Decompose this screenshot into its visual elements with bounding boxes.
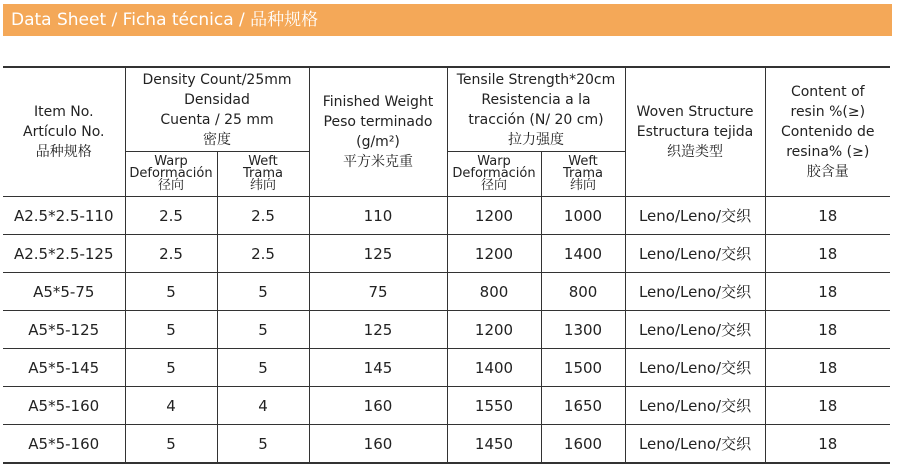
item-no-cell: A5*5-160 <box>3 387 125 425</box>
tensile-weft-cell: 1500 <box>541 349 625 387</box>
woven-structure-cell: Leno/Leno/交织 <box>625 387 765 425</box>
density-weft-cell: 4 <box>217 387 309 425</box>
weight-cell: 145 <box>309 349 447 387</box>
density-weft-cell: 2.5 <box>217 197 309 235</box>
tensile-warp-cell: 1550 <box>447 387 541 425</box>
table-row <box>3 311 890 349</box>
density-header: Density Count/25mm Densidad Cuenta / 25 mm 密度 <box>125 67 309 152</box>
weight-cell: 110 <box>309 197 447 235</box>
tensile-weft-cell: 1650 <box>541 387 625 425</box>
item-no-cell: A5*5-125 <box>3 311 125 349</box>
table-row <box>3 197 890 235</box>
table-row <box>3 425 890 464</box>
density-weft-cell: 5 <box>217 425 309 464</box>
tensile-weft-cell: 1400 <box>541 235 625 273</box>
density-warp-cell: 5 <box>125 273 217 311</box>
table-row <box>3 273 890 311</box>
density-warp-cell: 4 <box>125 387 217 425</box>
density-warp-header: Warp Deformación 径向 <box>125 152 217 197</box>
resin-content-cell: 18 <box>765 273 890 311</box>
density-weft-cell: 5 <box>217 311 309 349</box>
table-row <box>3 349 890 387</box>
table-row <box>3 235 890 273</box>
page-title-banner <box>3 4 892 36</box>
tensile-weft-cell: 800 <box>541 273 625 311</box>
woven-structure-cell: Leno/Leno/交织 <box>625 273 765 311</box>
tensile-warp-cell: 1400 <box>447 349 541 387</box>
density-weft-cell: 2.5 <box>217 235 309 273</box>
table-body <box>3 197 890 464</box>
item-no-cell: A2.5*2.5-110 <box>3 197 125 235</box>
weight-cell: 125 <box>309 235 447 273</box>
density-warp-cell: 2.5 <box>125 197 217 235</box>
item-no-cell: A5*5-145 <box>3 349 125 387</box>
woven-structure-cell: Leno/Leno/交织 <box>625 349 765 387</box>
tensile-weft-cell: 1000 <box>541 197 625 235</box>
weight-cell: 160 <box>309 387 447 425</box>
item-no-cell: A5*5-75 <box>3 273 125 311</box>
tensile-weft-cell: 1600 <box>541 425 625 464</box>
weight-cell: 125 <box>309 311 447 349</box>
woven-structure-cell: Leno/Leno/交织 <box>625 235 765 273</box>
density-weft-cell: 5 <box>217 349 309 387</box>
tensile-warp-cell: 800 <box>447 273 541 311</box>
resin-header: Content of resin %(≥) Contenido de resina% (≥) 胶含量 <box>765 67 890 197</box>
weight-header: Finished Weight Peso terminado (g/m²) 平方米克重 <box>309 67 447 197</box>
resin-content-cell: 18 <box>765 197 890 235</box>
tensile-weft-header: Weft Trama 纬向 <box>541 152 625 197</box>
weight-cell: 160 <box>309 425 447 464</box>
resin-content-cell: 18 <box>765 311 890 349</box>
tensile-warp-cell: 1450 <box>447 425 541 464</box>
woven-structure-cell: Leno/Leno/交织 <box>625 425 765 464</box>
data-sheet-table <box>3 66 890 464</box>
tensile-warp-header: Warp Deformación 径向 <box>447 152 541 197</box>
tensile-warp-cell: 1200 <box>447 235 541 273</box>
page-title: Data Sheet / Ficha técnica / 品种规格 <box>11 10 319 30</box>
density-warp-cell: 2.5 <box>125 235 217 273</box>
density-weft-header: Weft Trama 纬向 <box>217 152 309 197</box>
density-warp-cell: 5 <box>125 425 217 464</box>
woven-structure-cell: Leno/Leno/交织 <box>625 311 765 349</box>
item-no-header: Item No. Artículo No. 品种规格 <box>3 67 125 197</box>
resin-content-cell: 18 <box>765 387 890 425</box>
weight-cell: 75 <box>309 273 447 311</box>
resin-content-cell: 18 <box>765 349 890 387</box>
density-weft-cell: 5 <box>217 273 309 311</box>
density-warp-cell: 5 <box>125 311 217 349</box>
table-row <box>3 387 890 425</box>
tensile-weft-cell: 1300 <box>541 311 625 349</box>
density-warp-cell: 5 <box>125 349 217 387</box>
resin-content-cell: 18 <box>765 425 890 464</box>
woven-header: Woven Structure Estructura tejida 织造类型 <box>625 67 765 197</box>
item-no-cell: A5*5-160 <box>3 425 125 464</box>
header-row <box>3 67 890 152</box>
woven-structure-cell: Leno/Leno/交织 <box>625 197 765 235</box>
item-no-cell: A2.5*2.5-125 <box>3 235 125 273</box>
tensile-warp-cell: 1200 <box>447 197 541 235</box>
tensile-header: Tensile Strength*20cm Resistencia a la tracción (N/ 20 cm) 拉力强度 <box>447 67 625 152</box>
tensile-warp-cell: 1200 <box>447 311 541 349</box>
resin-content-cell: 18 <box>765 235 890 273</box>
